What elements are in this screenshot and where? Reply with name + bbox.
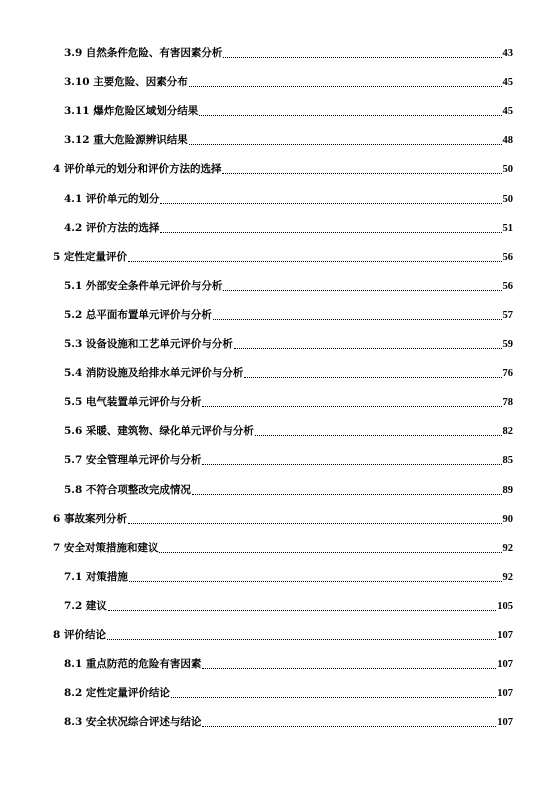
toc-dot-leader: [128, 261, 502, 262]
toc-entry[interactable]: [64, 364, 513, 380]
toc-entry-title: 5.8 不符合项整改完成情况: [64, 483, 191, 496]
toc-entry-title: 7 安全对策措施和建议: [53, 541, 159, 554]
toc-entry-page-number: 92: [502, 542, 513, 554]
toc-entry-page-number: 56: [502, 280, 513, 292]
toc-entry[interactable]: [53, 626, 513, 642]
toc-dot-leader: [189, 86, 502, 87]
toc-entry-title: 5.4 消防设施及给排水单元评价与分析: [64, 367, 244, 380]
toc-entry-page-number: 45: [502, 106, 513, 118]
toc-entry[interactable]: [53, 160, 513, 176]
toc-dot-leader: [189, 144, 502, 145]
toc-entry-title: 5.1 外部安全条件单元评价与分析: [64, 279, 223, 292]
toc-entry-page-number: 56: [502, 251, 513, 263]
toc-dot-leader: [160, 203, 501, 204]
toc-dot-leader: [213, 319, 502, 320]
toc-entry-title: 3.10 主要危险、因素分布: [64, 76, 188, 89]
toc-entry-title: 5.7 安全管理单元评价与分析: [64, 454, 202, 467]
toc-entry[interactable]: [64, 306, 513, 322]
toc-entry-title: 3.9 自然条件危险、有害因素分析: [64, 47, 223, 59]
toc-entry-page-number: 59: [502, 339, 513, 350]
toc-entry[interactable]: [64, 335, 513, 351]
toc-entry[interactable]: [64, 451, 513, 467]
toc-entry-page-number: 76: [502, 368, 513, 380]
toc-entry-title: 5.6 采暖、建筑物、绿化单元评价与分析: [64, 425, 254, 438]
toc-entry-title: 4 评价单元的划分和评价方法的选择: [53, 163, 222, 176]
toc-dot-leader: [202, 726, 496, 727]
toc-entry[interactable]: [64, 102, 513, 118]
toc-entry-page-number: 51: [502, 222, 513, 234]
toc-dot-leader: [171, 697, 496, 698]
toc-entry-page-number: 57: [502, 309, 513, 321]
toc-entry[interactable]: [53, 539, 513, 555]
toc-entry-page-number: 82: [502, 426, 513, 438]
toc-dot-leader: [192, 494, 502, 495]
toc-dot-leader: [202, 668, 496, 669]
toc-dot-leader: [159, 552, 501, 553]
toc-entry-title: 8 评价结论: [53, 629, 106, 641]
toc-entry-page-number: 43: [502, 48, 513, 59]
toc-entry[interactable]: [64, 713, 513, 729]
toc-entry[interactable]: [64, 597, 513, 613]
toc-dot-leader: [108, 610, 496, 611]
toc-entry[interactable]: [64, 131, 513, 147]
toc-entry-title: 6 事故案列分析: [53, 512, 127, 525]
toc-entry-page-number: 107: [497, 659, 513, 671]
toc-entry-title: 5.5 电气装置单元评价与分析: [64, 396, 202, 409]
toc-entry[interactable]: [53, 510, 513, 526]
toc-entry-title: 4.1 评价单元的划分: [64, 192, 160, 205]
toc-entry[interactable]: [64, 568, 513, 584]
toc-dot-leader: [244, 377, 501, 378]
toc-dot-leader: [202, 406, 501, 407]
toc-entry-page-number: 48: [502, 135, 513, 147]
toc-entry[interactable]: [64, 190, 513, 206]
toc-dot-leader: [129, 581, 502, 582]
toc-entry-title: 8.2 定性定量评价结论: [64, 687, 170, 700]
toc-entry-title: 5.3 设备设施和工艺单元评价与分析: [64, 338, 233, 350]
toc-entry[interactable]: [64, 277, 513, 293]
toc-entry-page-number: 90: [502, 513, 513, 525]
toc-entry-page-number: 89: [502, 484, 513, 496]
toc-dot-leader: [223, 290, 501, 291]
toc-entry-page-number: 92: [502, 571, 513, 583]
toc-entry[interactable]: [64, 655, 513, 671]
toc-entry-page-number: 107: [497, 717, 513, 729]
toc-entry-title: 7.1 对策措施: [64, 570, 128, 583]
toc-dot-leader: [107, 639, 496, 640]
toc-entry[interactable]: [64, 481, 513, 497]
toc-entry[interactable]: [64, 422, 513, 438]
toc-dot-leader: [234, 348, 502, 349]
toc-dot-leader: [199, 115, 501, 116]
toc-entry[interactable]: [64, 219, 513, 235]
toc-entry-title: 5.2 总平面布置单元评价与分析: [64, 308, 212, 321]
toc-dot-leader: [255, 435, 502, 436]
toc-entry[interactable]: [53, 248, 513, 264]
toc-entry-title: 4.2 评价方法的选择: [64, 221, 160, 234]
toc-entry[interactable]: [64, 73, 513, 89]
toc-dot-leader: [202, 464, 501, 465]
toc-dot-leader: [128, 523, 502, 524]
toc-entry-page-number: 107: [497, 688, 513, 700]
toc-entry-title: 3.12 重大危险源辨识结果: [64, 134, 188, 147]
toc-entry-page-number: 105: [497, 600, 513, 612]
toc-entry-page-number: 78: [502, 397, 513, 409]
toc-entry-page-number: 50: [502, 164, 513, 176]
toc-entry-title: 7.2 建议: [64, 599, 107, 612]
toc-entry-page-number: 85: [502, 455, 513, 467]
toc-dot-leader: [160, 232, 501, 233]
toc-entry[interactable]: [64, 684, 513, 700]
toc-entry-title: 8.1 重点防范的危险有害因素: [64, 658, 202, 671]
toc-entry[interactable]: [64, 393, 513, 409]
toc-entry-title: 3.11 爆炸危险区域划分结果: [64, 105, 199, 118]
toc-entry[interactable]: [64, 44, 513, 60]
toc-entry-page-number: 107: [497, 630, 513, 641]
toc-entry-page-number: 45: [502, 77, 513, 89]
toc-dot-leader: [222, 173, 501, 174]
toc-entry-title: 8.3 安全状况综合评述与结论: [64, 716, 202, 729]
toc-dot-leader: [223, 57, 501, 58]
toc-entry-title: 5 定性定量评价: [53, 250, 127, 263]
toc-entry-page-number: 50: [502, 193, 513, 205]
